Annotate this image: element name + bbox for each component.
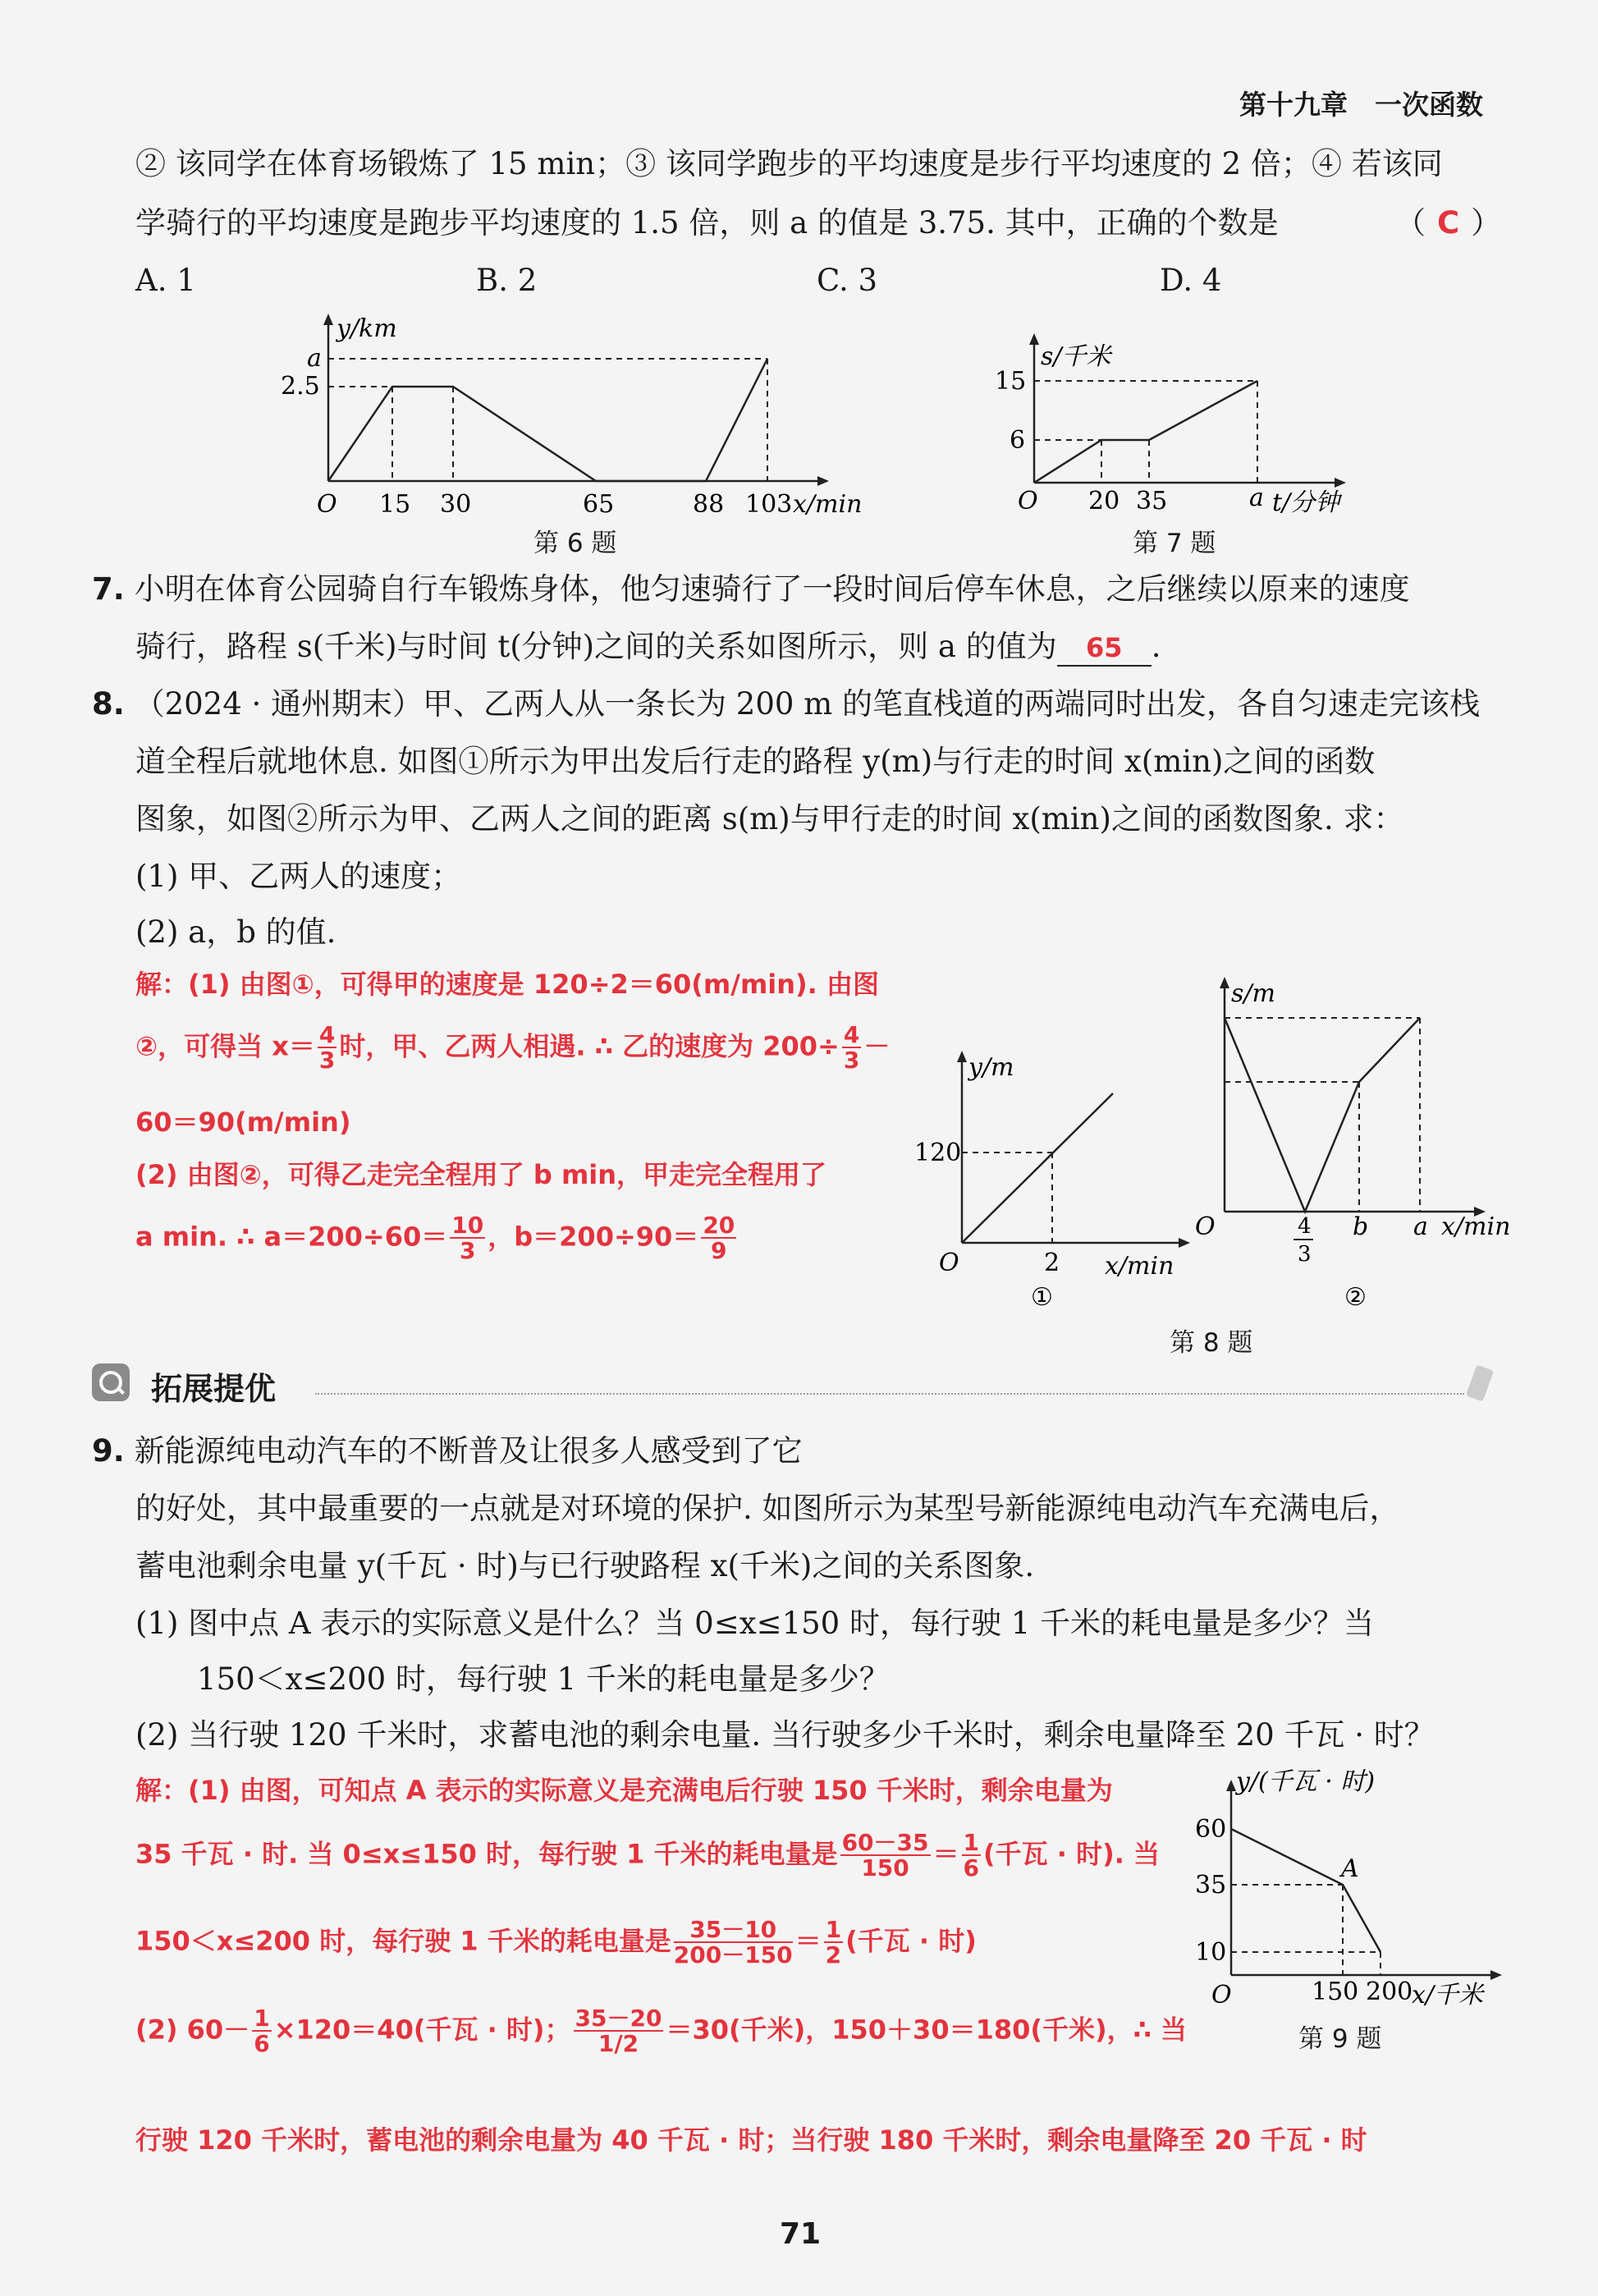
fig7-graph-line	[1034, 381, 1257, 483]
fig6-xtick-88: 88	[693, 490, 725, 519]
section-title: 拓展提优	[151, 1371, 277, 1407]
fig6-ylabel: y/km	[337, 314, 397, 343]
fig8-label-2: ②	[1344, 1283, 1367, 1312]
q9-solution-5: 行驶 120 千米时，蓄电池的剩余电量为 40 千瓦 · 时；当行驶 180 千米时，剩余电量降至 20 千瓦 · 时	[135, 2124, 1367, 2156]
fig6-origin: O	[317, 490, 337, 519]
q8-solution-1: 解：(1) 由图①，可得甲的速度是 120÷2＝60(m/min). 由图	[135, 969, 879, 1000]
q8-sub1: (1) 甲、乙两人的速度；	[135, 859, 462, 894]
fig9-caption: 第 9 题	[1298, 2024, 1382, 2054]
fig8-g2-origin: O	[1195, 1212, 1216, 1241]
q9-solution-1: 解：(1) 由图，可知点 A 表示的实际意义是充满电后行驶 150 千米时，剩余电量为	[135, 1775, 1113, 1806]
fig8-g1-xlabel: x/min	[1105, 1252, 1174, 1281]
q8-solution-2: ②，可得当 x＝ $\frac{4}{3}$ 时，甲、乙两人相遇. ∴ 乙的速度为 200÷ $\frac{4}{3}$ －	[135, 1021, 891, 1075]
q8-line1: 8. （2024 · 通州期末）甲、乙两人从一条长为 200 m 的笔直栈道的两端同时出发，各自匀速走完该栈	[92, 686, 1481, 722]
fig7-origin: O	[1018, 487, 1038, 516]
q6-option-c: C. 3	[817, 263, 878, 298]
q6-answer-bracket: （ C ）	[1395, 205, 1502, 241]
fig8-g1-ytick: 120	[914, 1139, 962, 1167]
q8-line3: 图象，如图②所示为甲、乙两人之间的距离 s(m)与甲行走的时间 x(min)之间的函数图象. 求：	[135, 801, 1404, 836]
fig7-xtick-35: 35	[1136, 487, 1168, 516]
q9-sub1a: (1) 图中点 A 表示的实际意义是什么？当 0≤x≤150 时，每行驶 1 千米的耗电量是多少？当	[135, 1606, 1375, 1641]
figure-6	[281, 312, 870, 558]
q8-solution-5: a min. ∴ a＝200÷60＝ $\frac{10}{3}$ ，b＝200÷90＝ $\frac{20}{9}$	[135, 1212, 735, 1265]
fig6-xtick-65: 65	[583, 490, 615, 519]
fig8-g2-xtick-num: 4	[1298, 1214, 1312, 1239]
figure-8-graph-2	[1195, 969, 1584, 1313]
fig6-xtick-30: 30	[440, 490, 472, 519]
fig7-xlabel: t/分钟	[1272, 488, 1340, 517]
fig8-g2-xlabel: x/min	[1441, 1212, 1511, 1241]
fig9-graph-line	[1231, 1829, 1381, 1952]
q7-line1: 7. 小明在体育公园骑自行车锻炼身体，他匀速骑行了一段时间后停车休息，之后继续以原来的速度	[92, 571, 1410, 607]
q9-line2: 的好处，其中最重要的一点就是对环境的保护. 如图所示为某型号新能源纯电动汽车充满电后，	[135, 1491, 1400, 1526]
magnifier-icon	[92, 1363, 130, 1401]
figure-7	[985, 328, 1362, 525]
fig7-caption: 第 7 题	[1133, 529, 1216, 558]
figure-9	[1182, 1765, 1527, 2010]
fig8-g1-ylabel: y/m	[968, 1053, 1014, 1082]
fig8-g2-xtick-den: 3	[1298, 1242, 1312, 1267]
q8-solution-4: (2) 由图②，可得乙走完全程用了 b min，甲走完全程用了	[135, 1159, 827, 1190]
fig8-g2-ylabel: s/m	[1231, 979, 1275, 1008]
fig9-ytick-60: 60	[1195, 1815, 1227, 1844]
fig6-xlabel: x/min	[793, 490, 863, 519]
q7-line2: 骑行，路程 s(千米)与时间 t(分钟)之间的关系如图所示，则 a 的值为 65 .	[135, 629, 1161, 667]
q9-sub1b: 150＜x≤200 时，每行驶 1 千米的耗电量是多少？	[197, 1661, 890, 1697]
q9-solution-3: 150＜x≤200 时，每行驶 1 千米的耗电量是 $\frac{35-10}{200-150}$ ＝ $\frac{1}{2}$ (千瓦 · 时)	[135, 1916, 977, 1969]
fig8-g2-xtick-a: a	[1413, 1212, 1428, 1241]
q9-line3: 蓄电池剩余电量 y(千瓦 · 时)与已行驶路程 x(千米)之间的关系图象.	[135, 1548, 1035, 1583]
fig9-xtick-200: 200	[1366, 1977, 1413, 2006]
q9-solution-2: 35 千瓦 · 时. 当 0≤x≤150 时，每行驶 1 千米的耗电量是 $\frac{60-35}{150}$ ＝ $\frac{1}{6}$ (千瓦 · 时). 当	[135, 1829, 1161, 1882]
fig9-ylabel: y/(千瓦 · 时)	[1236, 1767, 1376, 1796]
fig6-ytick-25: 2.5	[281, 372, 320, 401]
fig8-g1-origin: O	[939, 1249, 959, 1277]
q8-solution-3: 60＝90(m/min)	[135, 1107, 351, 1138]
fig9-xlabel: x/千米	[1412, 1981, 1484, 2010]
fig7-ytick-6: 6	[1010, 426, 1026, 455]
q6-line2: 学骑行的平均速度是跑步平均速度的 1.5 倍，则 a 的值是 3.75. 其中，正确的个数是	[135, 205, 1279, 241]
q6-answer: C	[1437, 205, 1460, 241]
fig6-ytick-a: a	[307, 344, 322, 373]
q9-line1: 9. 新能源纯电动汽车的不断普及让很多人感受到了它	[92, 1433, 803, 1469]
section-divider	[315, 1393, 1464, 1395]
fig7-xtick-a: a	[1249, 483, 1264, 512]
fig6-xtick-15: 15	[379, 490, 411, 519]
pencil-icon	[1466, 1364, 1494, 1401]
fig6-caption: 第 6 题	[533, 529, 617, 558]
fig8-g2-xtick-b: b	[1353, 1212, 1369, 1241]
fig9-ytick-35: 35	[1195, 1871, 1227, 1900]
fig7-ylabel: s/千米	[1041, 342, 1111, 371]
q6-option-b: B. 2	[476, 263, 538, 298]
fig8-g1-line	[962, 1093, 1113, 1243]
fig9-origin: O	[1211, 1981, 1232, 2010]
q9-sub2: (2) 当行驶 120 千米时，求蓄电池的剩余电量. 当行驶多少千米时，剩余电量降至 20 千瓦 · 时？	[135, 1717, 1435, 1753]
fig9-xtick-150: 150	[1312, 1977, 1359, 2006]
fig8-g2-line	[1225, 1018, 1420, 1212]
fig7-xtick-20: 20	[1088, 487, 1120, 516]
chapter-header: 第十九章 一次函数	[1239, 89, 1483, 121]
fig9-point-a: A	[1341, 1854, 1359, 1883]
fig6-xtick-103: 103	[745, 490, 793, 519]
q8-line2: 道全程后就地休息. 如图①所示为甲出发后行走的路程 y(m)与行走的时间 x(min)之间的函数	[135, 744, 1376, 779]
q9-solution-4: (2) 60－ $\frac{1}{6}$ ×120＝40(千瓦 · 时)； $\frac{35-20}{1/2}$ ＝30(千米)，150＋30＝180(千米)，∴ 当	[135, 2005, 1188, 2058]
q6-option-d: D. 4	[1160, 263, 1222, 298]
q7-answer: 65	[1085, 632, 1123, 663]
fig9-ytick-10: 10	[1195, 1938, 1227, 1967]
q6-option-a: A. 1	[135, 263, 196, 298]
q8-sub2: (2) a，b 的值.	[135, 914, 337, 950]
fig8-caption: 第 8 题	[1170, 1328, 1253, 1358]
fig7-ytick-15: 15	[995, 367, 1027, 396]
fig8-g1-xtick: 2	[1044, 1249, 1060, 1277]
section-header	[92, 1359, 1487, 1406]
page-number: 71	[780, 2217, 822, 2251]
fig6-graph-line	[328, 359, 767, 481]
q6-line1: ② 该同学在体育场锻炼了 15 min；③ 该同学跑步的平均速度是步行平均速度的 2 倍；④ 若该同	[135, 146, 1443, 181]
figure-8-graph-1	[903, 1043, 1198, 1313]
fig8-label-1: ①	[1031, 1283, 1053, 1312]
